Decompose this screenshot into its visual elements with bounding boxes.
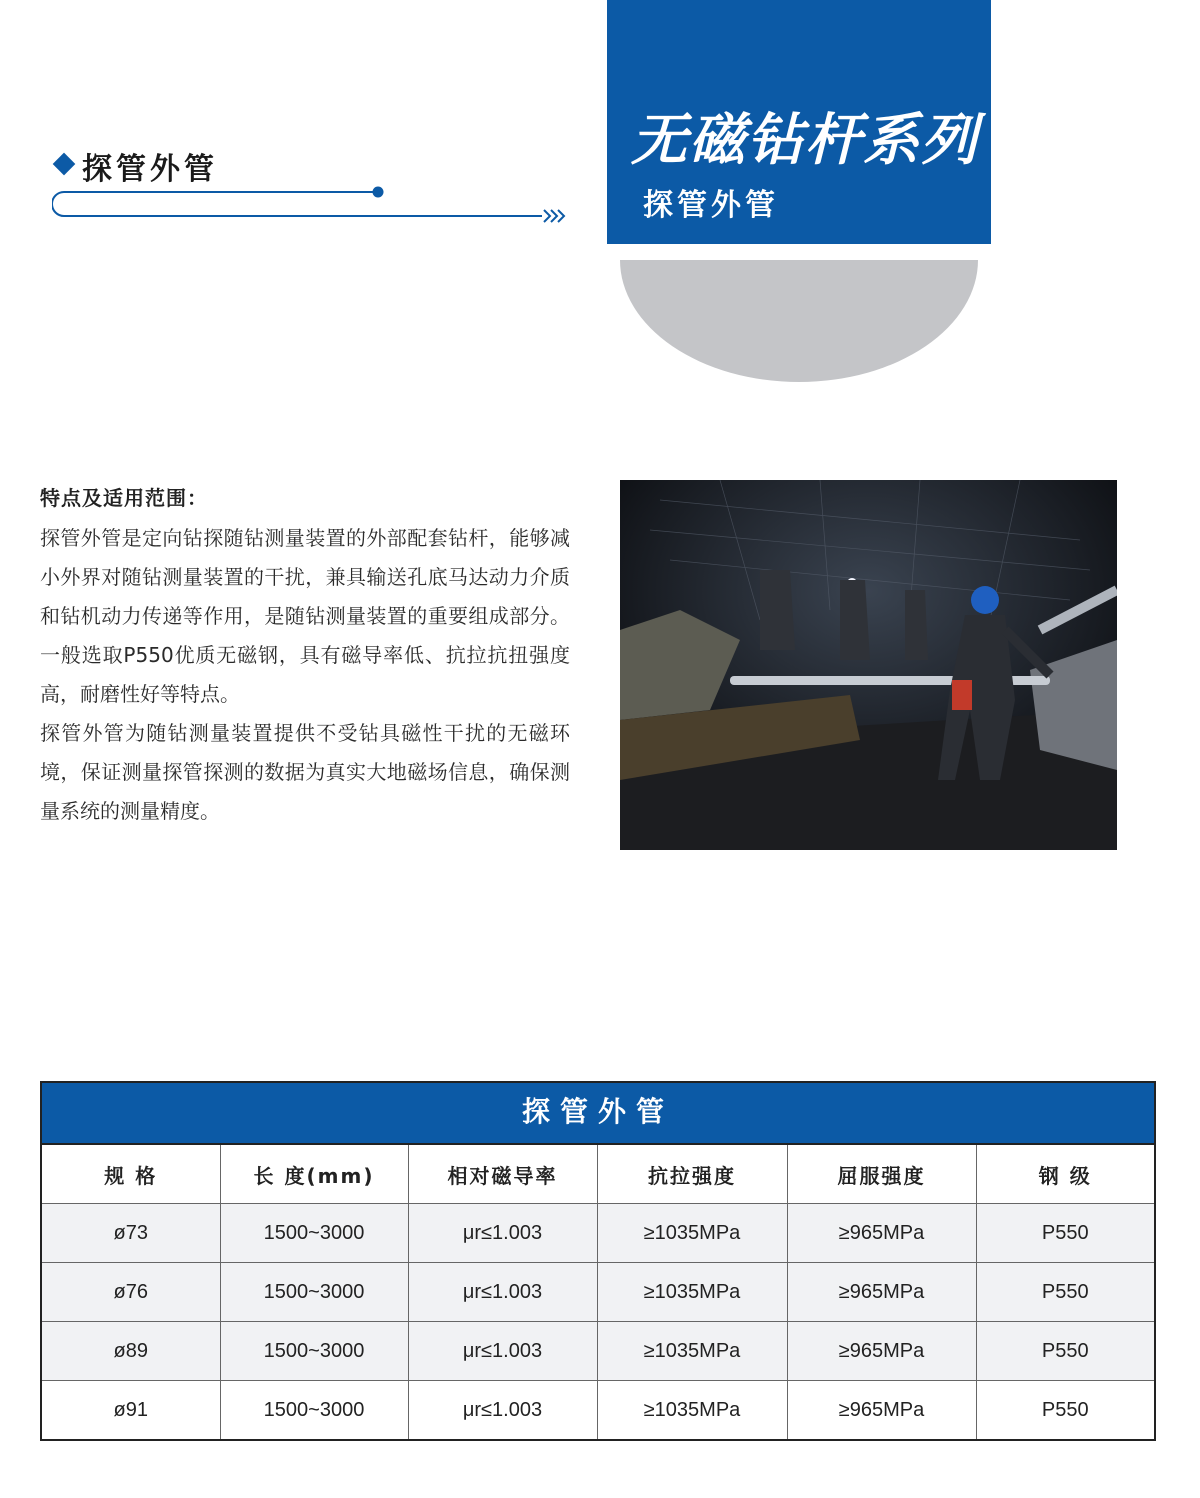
mine-drilling-photo (620, 480, 1117, 850)
cell-grade: P550 (976, 1381, 1154, 1440)
section-heading (52, 140, 572, 230)
cell-tensile: ≥1035MPa (597, 1381, 787, 1440)
description-paragraph-1: 探管外管是定向钻探随钻测量装置的外部配套钻杆，能够减小外界对随钻测量装置的干扰，兼具输送孔底马达动力介质和钻机动力传递等作用，是随钻测量装置的重要组成部分。一般选取P550优质无磁钢，具有磁导率低、抗拉抗扭强度高，耐磨性好等特点。 (40, 526, 570, 706)
cell-permeability: μr≤1.003 (408, 1381, 597, 1440)
banner-title: 无磁钻杆系列 (631, 108, 979, 173)
diamond-bullet-icon (53, 153, 76, 176)
cell-permeability: μr≤1.003 (408, 1204, 597, 1263)
cell-spec: ø91 (42, 1381, 220, 1440)
cell-grade: P550 (976, 1263, 1154, 1322)
table-row (42, 1204, 1154, 1263)
header-grade: 钢 级 (976, 1145, 1154, 1204)
features-description (40, 482, 570, 831)
cell-grade: P550 (976, 1204, 1154, 1263)
cell-yield: ≥965MPa (787, 1381, 976, 1440)
header-spec: 规 格 (42, 1145, 220, 1204)
cell-spec: ø73 (42, 1204, 220, 1263)
cell-length: 1500~3000 (220, 1381, 408, 1440)
table-caption: 探管外管 (42, 1083, 1154, 1145)
section-title: 探管外管 (82, 152, 218, 187)
header-tensile: 抗拉强度 (597, 1145, 787, 1204)
cell-yield: ≥965MPa (787, 1322, 976, 1381)
decorative-line-icon (52, 180, 572, 230)
table-row (42, 1263, 1154, 1322)
cell-permeability: μr≤1.003 (408, 1263, 597, 1322)
spec-table (40, 1081, 1156, 1441)
mine-scene-image (620, 480, 1117, 850)
cell-length: 1500~3000 (220, 1263, 408, 1322)
description-paragraph-2: 探管外管为随钻测量装置提供不受钻具磁性干扰的无磁环境，保证测量探管探测的数据为真实大地磁场信息，确保测量系统的测量精度。 (40, 721, 570, 823)
table-header-row (42, 1145, 1154, 1204)
cell-length: 1500~3000 (220, 1322, 408, 1381)
cell-length: 1500~3000 (220, 1204, 408, 1263)
header-yield: 屈服强度 (787, 1145, 976, 1204)
cell-spec: ø89 (42, 1322, 220, 1381)
cell-yield: ≥965MPa (787, 1263, 976, 1322)
table-row (42, 1322, 1154, 1381)
cell-tensile: ≥1035MPa (597, 1263, 787, 1322)
header-permeability: 相对磁导率 (408, 1145, 597, 1204)
table-row (42, 1381, 1154, 1440)
banner-subtitle: 探管外管 (643, 188, 779, 223)
cell-permeability: μr≤1.003 (408, 1322, 597, 1381)
cell-yield: ≥965MPa (787, 1204, 976, 1263)
spec-grid (42, 1145, 1154, 1439)
cell-tensile: ≥1035MPa (597, 1322, 787, 1381)
cell-grade: P550 (976, 1322, 1154, 1381)
features-heading: 特点及适用范围： (40, 486, 208, 510)
cell-spec: ø76 (42, 1263, 220, 1322)
series-banner (607, 0, 991, 244)
header-length: 长 度(mm) (220, 1145, 408, 1204)
grey-half-circle (620, 260, 978, 382)
cell-tensile: ≥1035MPa (597, 1204, 787, 1263)
